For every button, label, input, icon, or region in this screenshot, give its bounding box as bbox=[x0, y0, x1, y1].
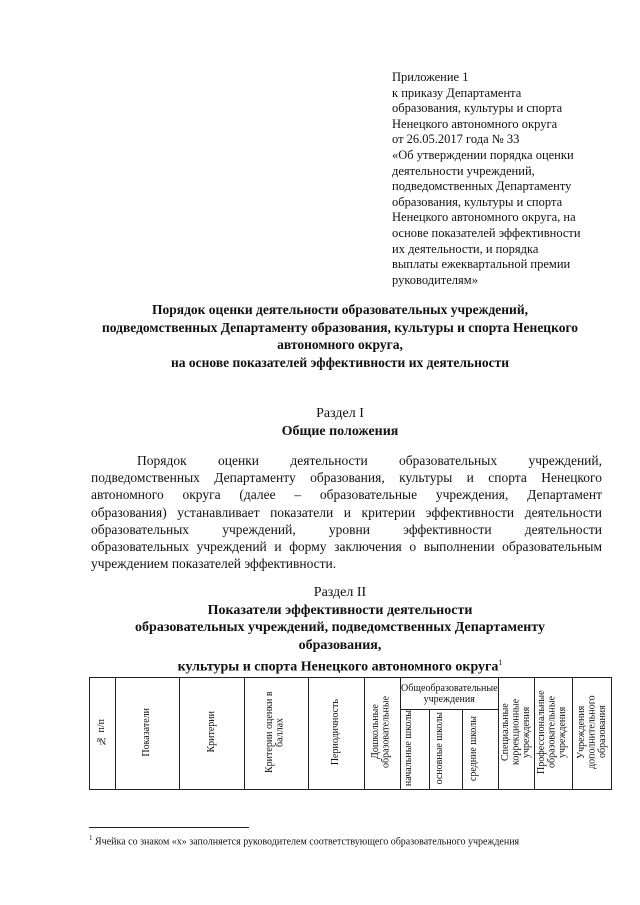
section-1-paragraph bbox=[91, 452, 602, 572]
appendix-line: образования, культуры и спорта bbox=[392, 194, 563, 209]
appendix-line: руководителям» bbox=[392, 272, 478, 287]
footnote-mark: 1 bbox=[89, 834, 93, 842]
paragraph-line: образования) устанавливает показатели и критерии эффективности деятельности bbox=[91, 504, 602, 520]
title-line: подведомственных Департаменту образования, культуры и спорта Ненецкого bbox=[102, 319, 578, 335]
appendix-line: Ненецкого автономного округа bbox=[392, 116, 558, 131]
paragraph-line: образовательных учреждений и форму заключения о выполнении образовательным bbox=[91, 539, 602, 555]
appendix-line: деятельности учреждений, bbox=[392, 163, 535, 178]
appendix-line: Приложение 1 bbox=[392, 70, 469, 84]
paragraph-line: образовательных учреждений, уровни эффективности деятельности bbox=[91, 521, 602, 537]
paragraph-line: учреждением показателей эффективности. bbox=[91, 556, 337, 572]
col-number-header: № п/п bbox=[90, 678, 116, 790]
paragraph-line: Порядок оценки деятельности образовательных учреждений, bbox=[137, 453, 602, 468]
appendix-block bbox=[392, 70, 602, 288]
paragraph-line: подведомственных Департаменту образования, культуры и спорта Ненецкого bbox=[91, 470, 602, 486]
footnote bbox=[89, 832, 519, 848]
footnote-divider bbox=[89, 827, 249, 828]
title-line: на основе показателей эффективности их деятельности bbox=[170, 354, 510, 370]
col-indicators-header: Показатели bbox=[116, 678, 180, 790]
section-2-title-line: образования, bbox=[298, 637, 382, 653]
appendix-line: подведомственных Департаменту bbox=[392, 179, 572, 194]
section-2-title-line: культуры и спорта Ненецкого автономного округа bbox=[177, 659, 499, 675]
section-2-header bbox=[70, 584, 610, 676]
section-2-title-line: образовательных учреждений, подведомственных Департаменту bbox=[135, 620, 545, 635]
footnote-reference: 1 bbox=[498, 658, 503, 667]
sub-secondary-header: средние школы bbox=[462, 710, 498, 790]
sub-basic-header: основные школы bbox=[429, 710, 462, 790]
appendix-line: от 26.05.2017 года № 33 bbox=[392, 132, 520, 147]
section-2-heading: Раздел II bbox=[313, 585, 367, 600]
appendix-line: основе показателей эффективности bbox=[392, 225, 581, 240]
col-preschool-header: Дошкольные образовательные bbox=[365, 678, 401, 790]
general-education-group-header: Общеобразовательные учреждения bbox=[401, 678, 499, 710]
col-period-header: Периодичность bbox=[309, 678, 365, 790]
col-points-header: Критерии оценки в баллах bbox=[245, 678, 309, 790]
appendix-line: образования, культуры и спорта bbox=[392, 101, 563, 116]
appendix-line: выплаты ежеквартальной премии bbox=[392, 257, 571, 272]
appendix-line: их деятельности, и порядка bbox=[392, 241, 539, 256]
appendix-line: Ненецкого автономного округа, на bbox=[392, 210, 576, 225]
document-title bbox=[70, 301, 610, 371]
col-professional-header: Профессиональные образовательные учреждения bbox=[534, 678, 572, 790]
section-1-heading: Раздел I bbox=[316, 406, 364, 421]
appendix-line: к приказу Департамента bbox=[392, 85, 522, 100]
title-line: Порядок оценки деятельности образовательных учреждений, bbox=[152, 302, 528, 317]
col-special-header: Специальные коррекционные учреждения bbox=[498, 678, 534, 790]
appendix-line: «Об утверждении порядка оценки bbox=[392, 147, 574, 162]
title-line: автономного округа, bbox=[277, 337, 403, 352]
paragraph-line: автономного округа (далее – образовательные учреждения, Департамент bbox=[91, 487, 602, 503]
footnote-text: Ячейка со знаком «х» заполняется руководителем соответствующего образовательного учреждения bbox=[95, 836, 520, 848]
sub-primary-header: начальные школы bbox=[401, 710, 430, 790]
section-1-header bbox=[70, 405, 610, 440]
section-2-title-line: Показатели эффективности деятельности bbox=[207, 602, 473, 618]
col-criteria-header: Критерии bbox=[180, 678, 245, 790]
section-1-title: Общие положения bbox=[281, 423, 399, 439]
indicators-table bbox=[89, 677, 612, 790]
col-additional-header: Учреждения дополнительного образования bbox=[572, 678, 611, 790]
